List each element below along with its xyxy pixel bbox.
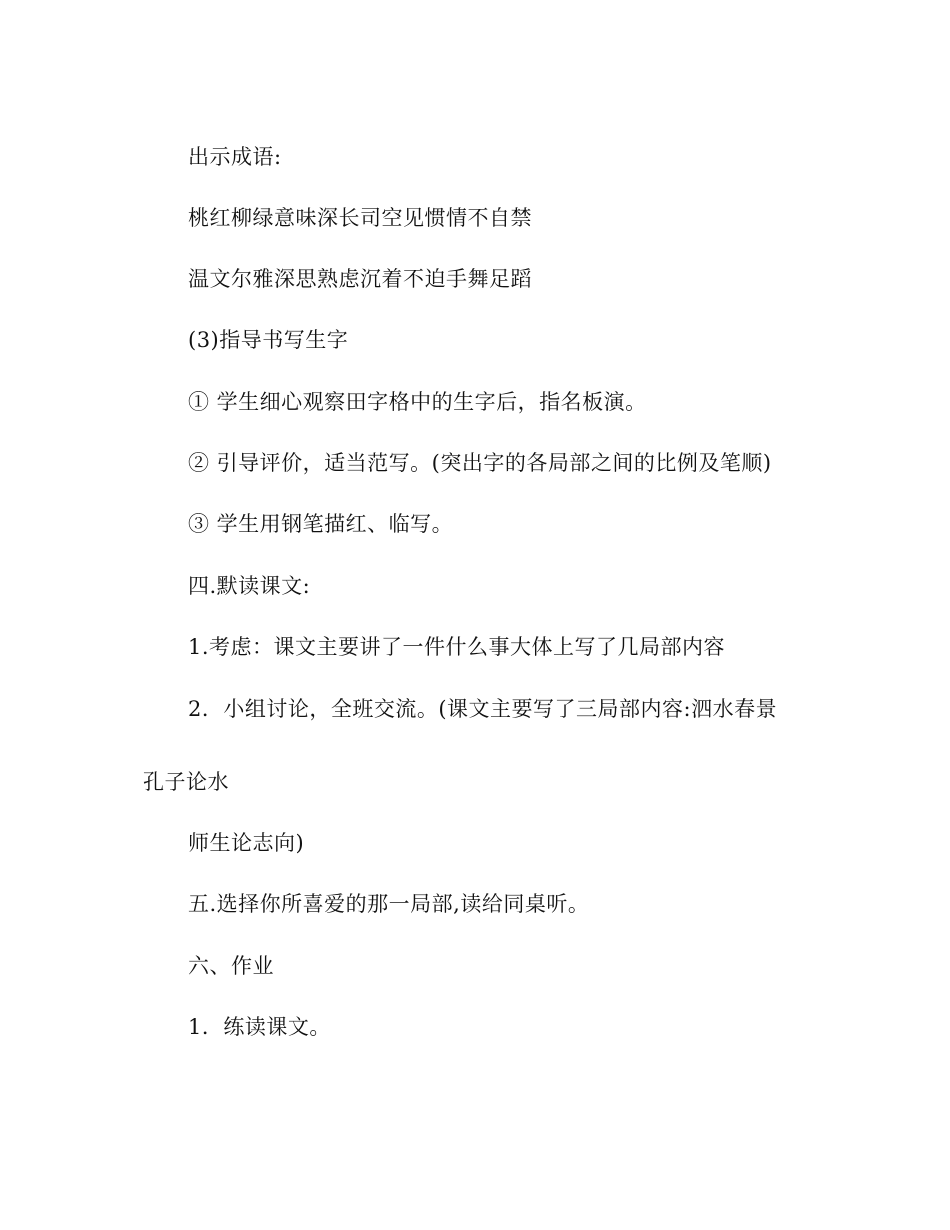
text-line-section-six: 六、作业 <box>188 954 274 978</box>
text-line-item-2-end: 师生论志向) <box>188 831 305 855</box>
text-line-idiom-heading: 出示成语: <box>188 145 282 169</box>
text-line-step-1: ① 学生细心观察田字格中的生字后，指名板演。 <box>188 390 647 414</box>
text-line-homework-1: 1．练读课文。 <box>188 1015 331 1039</box>
text-line-idioms-2: 温文尔雅深思熟虑沉着不迫手舞足蹈 <box>188 267 532 291</box>
text-line-item-2: 2．小组讨论，全班交流。(课文主要写了三局部内容:泗水春景 <box>188 697 778 721</box>
text-line-step-3: ③ 学生用钢笔描红、临写。 <box>188 512 454 536</box>
text-line-idioms-1: 桃红柳绿意味深长司空见惯情不自禁 <box>188 206 532 230</box>
text-line-section-four: 四.默读课文: <box>188 574 311 598</box>
text-line-step-2: ② 引导评价，适当范写。(突出字的各局部之间的比例及笔顺) <box>188 451 772 475</box>
text-line-item-2-continued: 孔子论水 <box>143 770 229 794</box>
text-line-section-five: 五.选择你所喜爱的那一局部,读给同桌听。 <box>188 892 590 916</box>
text-line-item-1: 1.考虑：课文主要讲了一件什么事大体上写了几局部内容 <box>188 635 726 659</box>
text-line-writing-guide: (3)指导书写生字 <box>188 328 349 352</box>
